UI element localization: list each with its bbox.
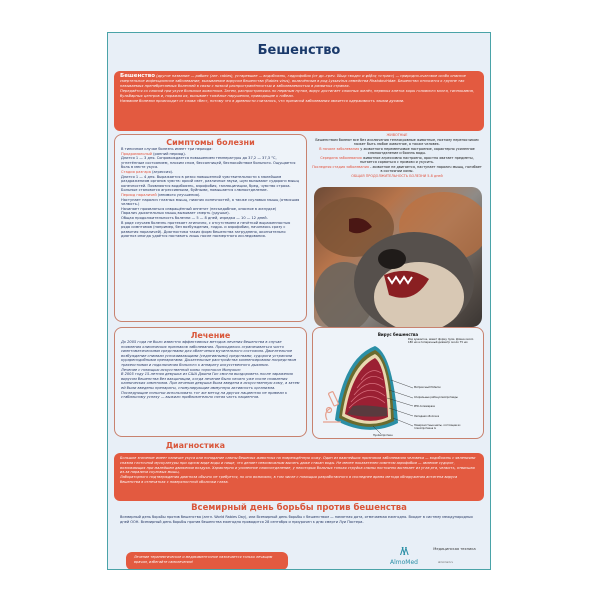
- period2-note: (агрессия).: [152, 169, 174, 174]
- page-title: Бешенство: [257, 43, 341, 58]
- microscope-icon: [321, 390, 345, 426]
- treatment-text: [121, 340, 300, 400]
- intro-p2: Передаётся со слюной при укусе больным животным. Затем, распространяясь по нервным путям, вирус достигает слюнных желёз, нервных клеток коры головного мозга, гиппокампа, бульбарных центров и, поражая их, вызывает тяжёлые нарушения, приводящие к гибели.: [120, 88, 474, 98]
- symptoms-atypical: В ряде случаев болезнь протекает атипично, с отсутствием и нечёткой выраженностью ряда симптомов (например, без возбуждения, гидро- и аэрофобии, начинаясь сразу с развития параличей). Диагностика таких форм бешенства затруднено, окончательно диагноз иногда удаётся поставить лишь после посмертного исследования.: [121, 220, 291, 239]
- dog-illustration: [314, 187, 482, 327]
- period3-text3: Паралич дыхательных мышц вызывает смерть (удушье).: [121, 211, 230, 216]
- treatment-p1: До 2005 года не было известно эффективных методов лечения бешенства в случае появления клинических признаков заболевания. Приходилось ограничиваться чисто симптоматическими средствами для облегчения мучительного состояния. Двигательное возбуждение снимали успокаивающими (седативными) средствами, судороги устраняли курареподобными препаратами. Дыхательные расстройства компенсировали посредством трахеостомии и подключения больного к аппарату искусственного дыхания.: [121, 340, 297, 367]
- virus-label-0: Матриксный M-белок: [414, 386, 441, 389]
- warning-banner: Лечение терапевтическое и медикаментозное назначается только лечащим врачом, избегайте самолечения!: [126, 552, 288, 570]
- treatment-p2: Лечение с помощью искусственной комы «протокол Милуоки»: [121, 367, 241, 372]
- animals-text: Бешенством болеют все без исключения теплокровные животные, поэтому переносчиком может быть любое животное, а также человек.: [315, 137, 479, 146]
- stage1-name: В начале заболевания: [319, 146, 360, 151]
- animals-heading: ЖИВОТНЫЕ: [386, 133, 408, 137]
- diagnostics-p2: Лабораторного подтверждения диагноза обычно не требуется, но оно возможно, в том числе с помощью разработанного в последнее время метода обнаружения антигена вируса бешенства в отпечатках с поверхностной оболочки глаза.: [120, 475, 458, 484]
- logo-tagline: Медицинская техника: [433, 547, 476, 551]
- period3-text2: Начинает проявляться извращённый аппетит (несъедобное, опасное в желудке): [121, 206, 277, 211]
- treatment-section: [114, 327, 307, 437]
- period3-text1: Наступает паралич глазных мышц, нижних конечностей, а также скуловых мышц (отвисшая челюсть.): [121, 197, 300, 207]
- stage2-text: животное агрессивно настроено, яростно хватает предметы, пытается сорваться с привязи и укусить.: [359, 155, 474, 164]
- virus-label-2: РНК-полимераза: [414, 405, 435, 408]
- intro-p1: (другое название — рабиес (лат. rabies), устаревшее — водобоязнь, гидрофобия (от др.-греч. ὕδωρ «вода» и φόβος «страх») — природно-очаговое особо опасное смертельное инфекционное заболевание, вызываемое вирусом бешенства (Rabies virus), включённым в род Lyssavirus семейства Rhabdoviridae. Бешенство относится к группе так называемых пренебрегаемых болезней в связи с низкой распространённостью и заболеваемостью в развитых странах.: [120, 74, 466, 88]
- period2-text: Длится 1 — 4 дня. Выражается в резко повышенной чувствительности к малейшим раздражениям органов чувств: яркий свет, различные звуки, шум вызывают судороги мышц конечностей. Появляются водобоязнь, аэрофобия, галлюцинации, бред, чувство страха. Больные становятся агрессивными, буйными, повышается слюноотделение.: [121, 174, 300, 193]
- virus-label-3: Липидная оболочка: [414, 415, 440, 418]
- symptoms-section: [114, 134, 307, 322]
- period1-name: Продромальный: [121, 151, 152, 156]
- period2-name: Стадия разгара: [121, 169, 151, 174]
- period1-text: Длится 1 — 3 дня. Сопровождается повышением температуры до 37,2 — 37,3 °С, угнетённым состоянием, плохим сном, бессонницей, беспокойством больного. Ощущается боль в месте укуса.: [121, 156, 296, 170]
- period3-name: Период параличей: [121, 192, 157, 197]
- virus-heading: Вирус бешенства: [377, 332, 419, 337]
- stage3-name: Последняя стадия заболевания: [312, 164, 369, 169]
- diagnostics-p1: Большое значение имеет наличие укуса или попадание слюны бешеных животных на повреждённую кожу. Один из важнейших признаков заболевания человека — водобоязнь с явлениями спазма глоточной мускулатуры при одном виде воды и пище, что делает невозможным выпить даже стакан воды. Не менее показателен симптом аэрофобии — явление судорог, возникающих при малейшем движении воздуха. Характерно и усиленное слюноотделение, у некоторых больных тонкая струйка слюны постоянно вытекает из угла рта, челюсть, отвисшая из-за паралича скуловых мышц.: [120, 456, 476, 475]
- period3-note: (мнимого улучшения).: [157, 192, 201, 197]
- virus-note: Род Lyssavirus, имеет форму пули. Длина около 180 нм а поперечный диаметр около 75 нм: [408, 338, 474, 345]
- logo-site: almomed.ru: [438, 561, 454, 564]
- virus-label-4: Поверхностные шипы, состоящие из гликопротеина G: [414, 424, 461, 430]
- symptoms-heading: Симптомы болезни: [166, 138, 255, 147]
- symptoms-lead: В типичном случае болезнь имеет три периода:: [121, 147, 213, 151]
- stage1-text: у животного переменчивое настроение, характерно усиленное слюноотделение и боязнь воды.: [360, 146, 475, 155]
- almomed-logo: [390, 546, 485, 568]
- treatment-heading: Лечение: [190, 331, 231, 340]
- logo-mark-icon: /\/\: [400, 546, 407, 557]
- symptoms-total: Общая продолжительность болезни — 5 — 8 дней, изредка — 10 — 12 дней.: [121, 215, 268, 220]
- intro-block: [114, 71, 484, 131]
- animals-info: [312, 133, 482, 189]
- logo-brand: AlmoMed: [390, 559, 418, 566]
- rabid-dog-photo: [314, 187, 482, 327]
- diagnostics-block: [114, 453, 484, 501]
- treatment-p3: В 2005 году 15-летняя девушка из США Джина Гис смогла выздороветь после заражения вирусом бешенства без вакцинации, когда лечение было начато уже после появления клинических симптомов. При лечении девушка была введена в искусственную кому, а затем ей были введены препараты, стимулирующие иммунную активность организма. Последующие попытки использовать тот же метод на других пациентах не привели к стабильному успеху — выжило приблизительно пятая часть пациентов.: [121, 372, 300, 400]
- stage3-text: - животное не двигается, наступает паралич мышц, погибает в состоянии комы.: [370, 164, 482, 173]
- virus-section: [312, 327, 484, 439]
- intro-term: Бешенство: [120, 73, 156, 79]
- symptoms-text: [121, 147, 300, 239]
- diagnostics-heading: Диагностика: [165, 441, 226, 450]
- intro-p3: Название болезни происходит от слова «бес», потому что в древности считалось, что причиной заболевания является одержимость злыми духами.: [120, 98, 405, 103]
- world-day-heading: Всемирный день борьбы против бешенства: [191, 503, 407, 513]
- world-day-text: Всемирный день борьбы против бешенства (англ. World Rabies Day), или Всемирный день борьбы с бешенством — памятная дата, отмечаемая ежегодно. Входит в систему международных дней ООН. Всемирный день борьбы против бешенства ежегодно проводится 28 сентября и приурочен к дню смерти Луи Пастера.: [120, 515, 474, 524]
- poster: [107, 32, 491, 570]
- virus-label-1: Спиральные рибонуклеопротеиды: [414, 396, 458, 399]
- animals-duration: ОБЩАЯ ПРОДОЛЖИТЕЛЬНОСТЬ БОЛЕЗНИ 5-8 дней: [351, 173, 443, 178]
- period1-note: (ранний период).: [153, 151, 186, 156]
- virus-label-5: Нуклеопротеин: [373, 434, 393, 437]
- stage2-name: Середина заболевания: [320, 155, 362, 160]
